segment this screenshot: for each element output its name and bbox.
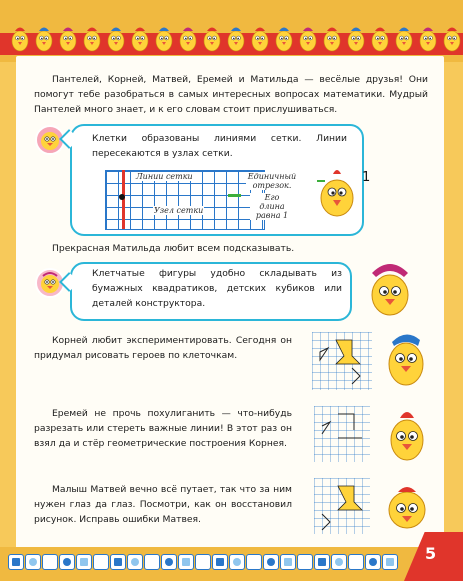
pattern-tile-icon [178,554,194,570]
label-grid-lines: Линии сетки [136,172,193,181]
pattern-tile-inner [284,558,292,566]
pattern-tile-icon [263,554,279,570]
pattern-tile-icon [246,554,262,570]
pattern-tile-icon [365,554,381,570]
pattern-tile-inner [80,558,88,566]
chick-icon [130,20,150,54]
pattern-tile-icon [110,554,126,570]
pattern-tile-inner [216,558,224,566]
pattern-tile-inner [199,558,207,566]
pattern-tile-inner [369,558,377,566]
pattern-tile-icon [93,554,109,570]
pattern-tile-inner [46,558,54,566]
pattern-tile-icon [348,554,364,570]
label-node: Узел сетки [154,206,204,215]
chick-icon [274,20,294,54]
pattern-tile-inner [97,558,105,566]
pattern-tile-icon [212,554,228,570]
bubble2-text: Клетчатые фигуры удобно складывать из бумажных квадратиков, детских кубиков или деталей конструктора. [92,268,342,309]
pattern-tile-inner [63,558,71,566]
chick-icon [178,20,198,54]
pattern-tile-icon [8,554,24,570]
chick-icon [394,20,414,54]
chick-icon [322,20,342,54]
pattern-tile-inner [386,558,394,566]
pattern-tile-icon [280,554,296,570]
unit-segment [228,194,241,197]
intro-paragraph: Пантелей, Корней, Матвей, Еремей и Матильда — весёлые друзья! Они помогут тебе разобраться в самых интересных вопросах математики. Мудрый Пантелей много знает, и к его словам стоит прислушиваться. [34,74,428,115]
number-one: 1 [362,170,371,185]
chick-icon [154,20,174,54]
pattern-tile-icon [25,554,41,570]
pattern-tile-inner [131,558,139,566]
korney-grid-drawing [312,332,372,390]
pattern-tile-icon [76,554,92,570]
pattern-tile-inner [12,558,20,566]
matilda-paragraph: Прекрасная Матильда любит всем подсказывать. [52,243,295,254]
pattern-tile-inner [148,558,156,566]
pattern-tile-inner [301,558,309,566]
matvey-chick-icon [384,478,430,534]
pattern-tile-icon [382,554,398,570]
chick-icon [202,20,222,54]
chick-icon [58,20,78,54]
pattern-tile-inner [352,558,360,566]
pattern-tile-icon [297,554,313,570]
matvey-paragraph: Малыш Матвей вечно всё путает, так что за ним нужен глаз да глаз. Посмотри, как он восстановил рисунок. Исправь ошибки Матвея. [34,484,292,525]
pattern-tile-inner [114,558,122,566]
pattern-tile-icon [59,554,75,570]
chick-icon [418,20,438,54]
pattern-tile-inner [250,558,258,566]
pattern-tile-icon [144,554,160,570]
pattern-tile-inner [335,558,343,566]
chick-icon [298,20,318,54]
chick-icon [82,20,102,54]
chick-icon [250,20,270,54]
header-band [0,0,463,62]
pattern-tile-icon [127,554,143,570]
label-length: Его длина равна 1 [250,193,294,220]
pattern-tile-inner [318,558,326,566]
matvey-grid-drawing [314,478,370,534]
label-unit-segment: Единичный отрезок. [247,172,297,190]
chick-icon [106,20,126,54]
eremey-chick-icon [382,404,432,464]
pattern-tile-inner [182,558,190,566]
pattern-tile-inner [165,558,173,566]
chick-face-icon [37,270,63,296]
chick-icon [346,20,366,54]
pattern-tile-icon [195,554,211,570]
chick-icon [370,20,390,54]
pattern-tile-icon [314,554,330,570]
pattern-tile-icon [42,554,58,570]
eremey-paragraph: Еремей не прочь похулиганить — что-нибудь разрезать или стереть важные линии! В этот раз он взял да и стёр геометрические построения Корнея. [34,408,292,449]
matilda-chick-icon [360,255,420,320]
bubble1-text: Клетки образованы линиями сетки. Линии пересекаются в узлах сетки. [92,133,347,159]
korney-chick-icon [380,324,432,390]
chick-icon [10,20,30,54]
chick-icon [442,20,462,54]
korney-paragraph: Корней любит экспериментировать. Сегодня он придумал рисовать героев по клеточкам. [34,335,292,361]
page-number: 5 [425,544,437,563]
pattern-tile-inner [233,558,241,566]
pattern-tile-icon [229,554,245,570]
chick-icon [226,20,246,54]
chick-holding-segment-icon [315,162,359,222]
pattern-tile-inner [29,558,37,566]
pattern-tile-inner [267,558,275,566]
eremey-grid-drawing [314,406,370,462]
chick-icon [34,20,54,54]
chick-face-icon [37,127,63,153]
pattern-tile-icon [161,554,177,570]
pattern-tile-icon [331,554,347,570]
grid-node-dot [119,194,125,200]
